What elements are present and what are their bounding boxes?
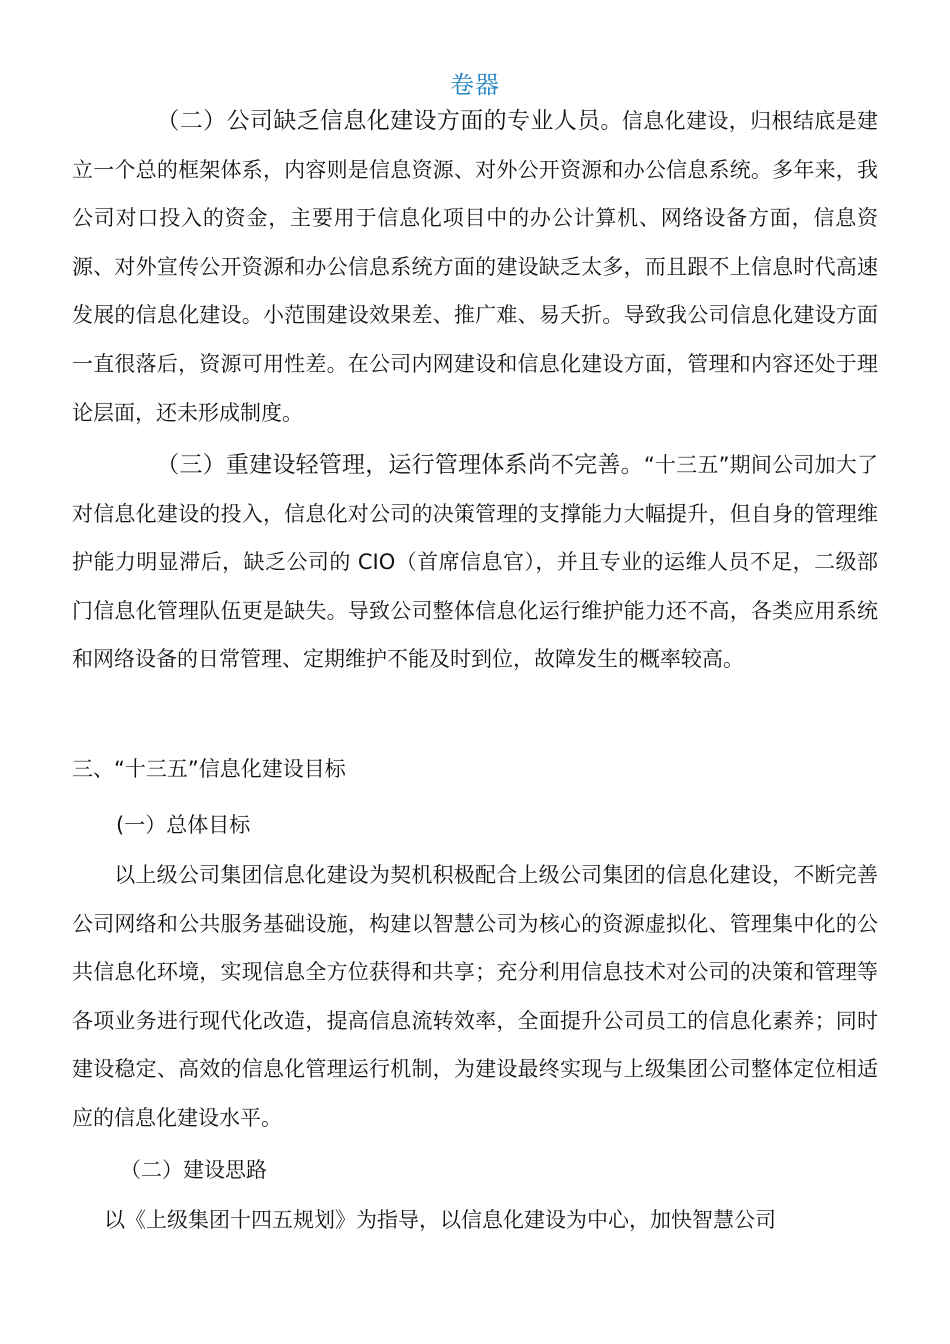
section-3-1-heading: (一）总体目标 [116, 813, 251, 837]
section-3-2-heading: （二）建设思路 [120, 1158, 267, 1182]
paragraph-2-body: 。信息化建设，归根结底是建立一个总的框架体系，内容则是信息资源、对外公开资源和办公信息系统。多年来，我公司对口投入的资金，主要用于信息化项目中的办公计算机、网络设备方面，信息资源、对外宣传公开资源和办公信息系统方面的建设缺乏太多，而且跟不上信息时代高速发展的信息化建设。小范围建设效果差、推广难、易夭折。导致我公司信息化建设方面一直很落后，资源可用性差。在公司内网建设和信息化建设方面，管理和内容还处于理论层面，还未形成制度。 [72, 109, 878, 425]
paragraph-3 [72, 441, 878, 684]
section-3-2-body: 以《上级集团十四五规划》为指导，以信息化建设为中心，加快智慧公司 [104, 1208, 776, 1232]
paragraph-3-heading: （三）重建设轻管理，运行管理体系尚不完善。 [156, 452, 644, 478]
section-3-1-text: 以上级公司集团信息化建设为契机积极配合上级公司集团的信息化建设，不断完善公司网络和公共服务基础设施，构建以智慧公司为核心的资源虚拟化、管理集中化的公共信息化环境，实现信息全方位获得和共享；充分利用信息技术对公司的决策和管理等各项业务进行现代化改造，提高信息流转效率，全面提升公司员工的信息化素养；同时建设稳定、高效的信息化管理运行机制，为建设最终实现与上级集团公司整体定位相适应的信息化建设水平。 [72, 863, 878, 1130]
document-title: 卷器 [450, 71, 500, 99]
section-3-1-body [72, 851, 878, 1143]
paragraph-2-heading: （二）公司缺乏信息化建设方面的专业人员 [156, 108, 601, 134]
paragraph-2 [72, 97, 878, 437]
paragraph-3-body: “十三五”期间公司加大了对信息化建设的投入，信息化对公司的决策管理的支撑能力大幅提升，但自身的管理维护能力明显滞后，缺乏公司的 CIO（首席信息官），并且专业的运维人员不足，二级部门信息化管理队伍更是缺失。导致公司整体信息化运行维护能力还不高，各类应用系统和网络设备的日常管理、定期维护不能及时到位，故障发生的概率较高。 [72, 453, 878, 672]
section-3-heading: 三、“十三五”信息化建设目标 [72, 757, 346, 781]
